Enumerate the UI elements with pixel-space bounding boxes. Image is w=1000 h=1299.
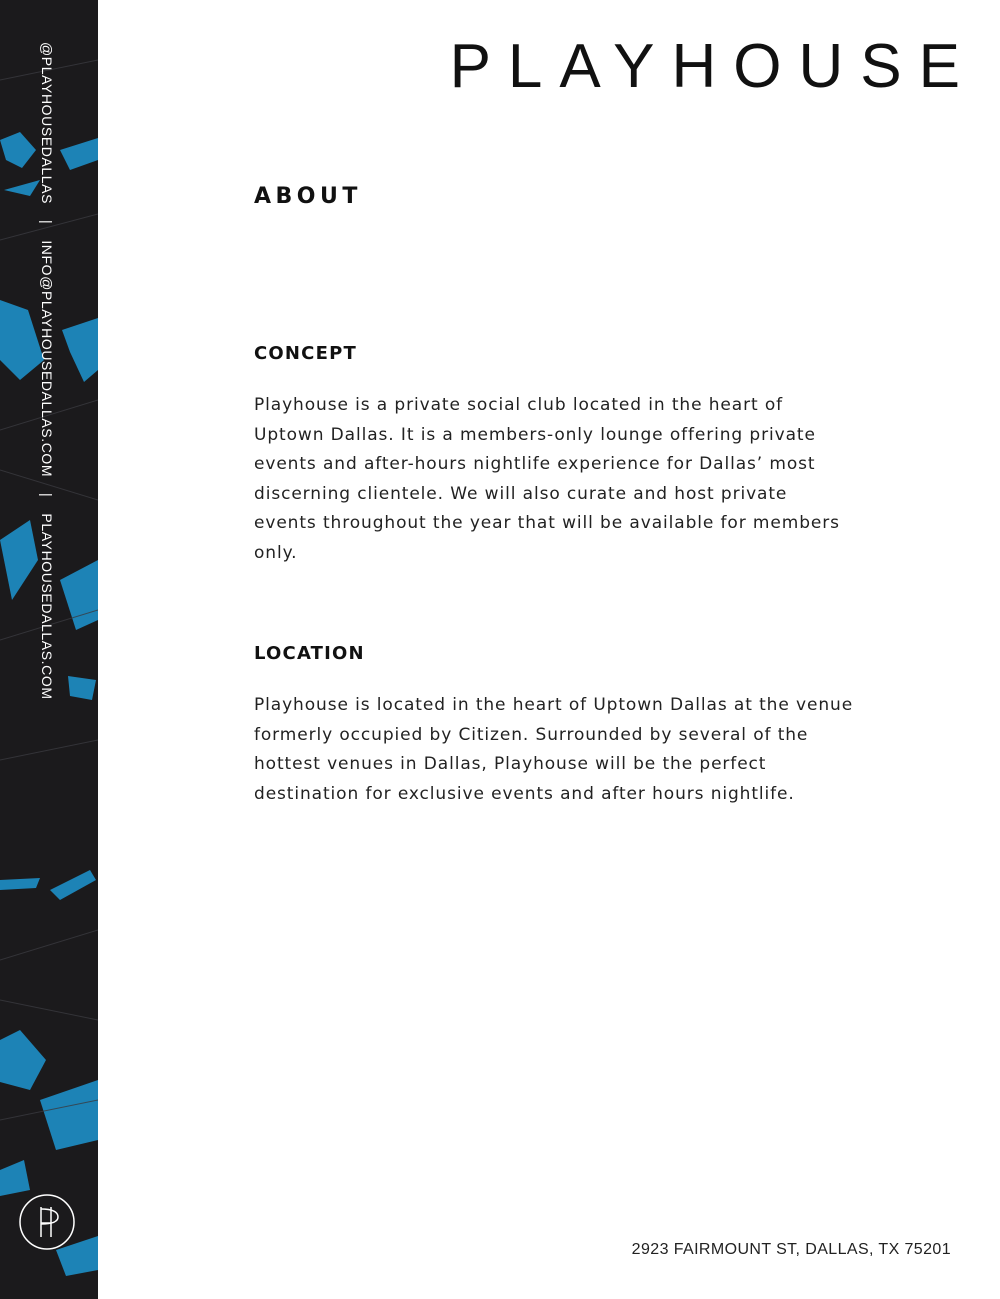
sidebar-separator: | bbox=[39, 493, 55, 498]
sidebar-contact bbox=[37, 42, 57, 700]
sidebar bbox=[0, 0, 98, 1299]
location-heading: LOCATION bbox=[254, 643, 365, 664]
location-section bbox=[254, 643, 854, 809]
footer-address: 2923 FAIRMOUNT ST, DALLAS, TX 75201 bbox=[631, 1241, 951, 1258]
concept-heading: CONCEPT bbox=[254, 343, 357, 364]
concept-body: Playhouse is a private social club located in the heart of Uptown Dallas. It is a members-only lounge offering private events and after-hours nightlife experience for Dallas’ most discerning clientele. We will also curate and host private events throughout the year that will be available for members only. bbox=[254, 395, 840, 563]
sidebar-website[interactable]: PLAYHOUSEDALLAS.COM bbox=[39, 513, 55, 700]
playhouse-logo-icon bbox=[18, 1193, 76, 1251]
brand-title: PLAYHOUSE bbox=[449, 32, 977, 101]
concept-section bbox=[254, 343, 854, 569]
location-body: Playhouse is located in the heart of Uptown Dallas at the venue formerly occupied by Citizen. Surrounded by several of the hottest venues in Dallas, Playhouse will be the perfect destination for exclusive events and after hours nightlife. bbox=[254, 695, 854, 804]
sidebar-separator: | bbox=[39, 220, 55, 225]
sidebar-email[interactable]: INFO@PLAYHOUSEDALLAS.COM bbox=[39, 240, 55, 478]
sidebar-instagram[interactable]: @PLAYHOUSEDALLAS bbox=[39, 42, 55, 205]
about-heading: ABOUT bbox=[254, 184, 362, 209]
